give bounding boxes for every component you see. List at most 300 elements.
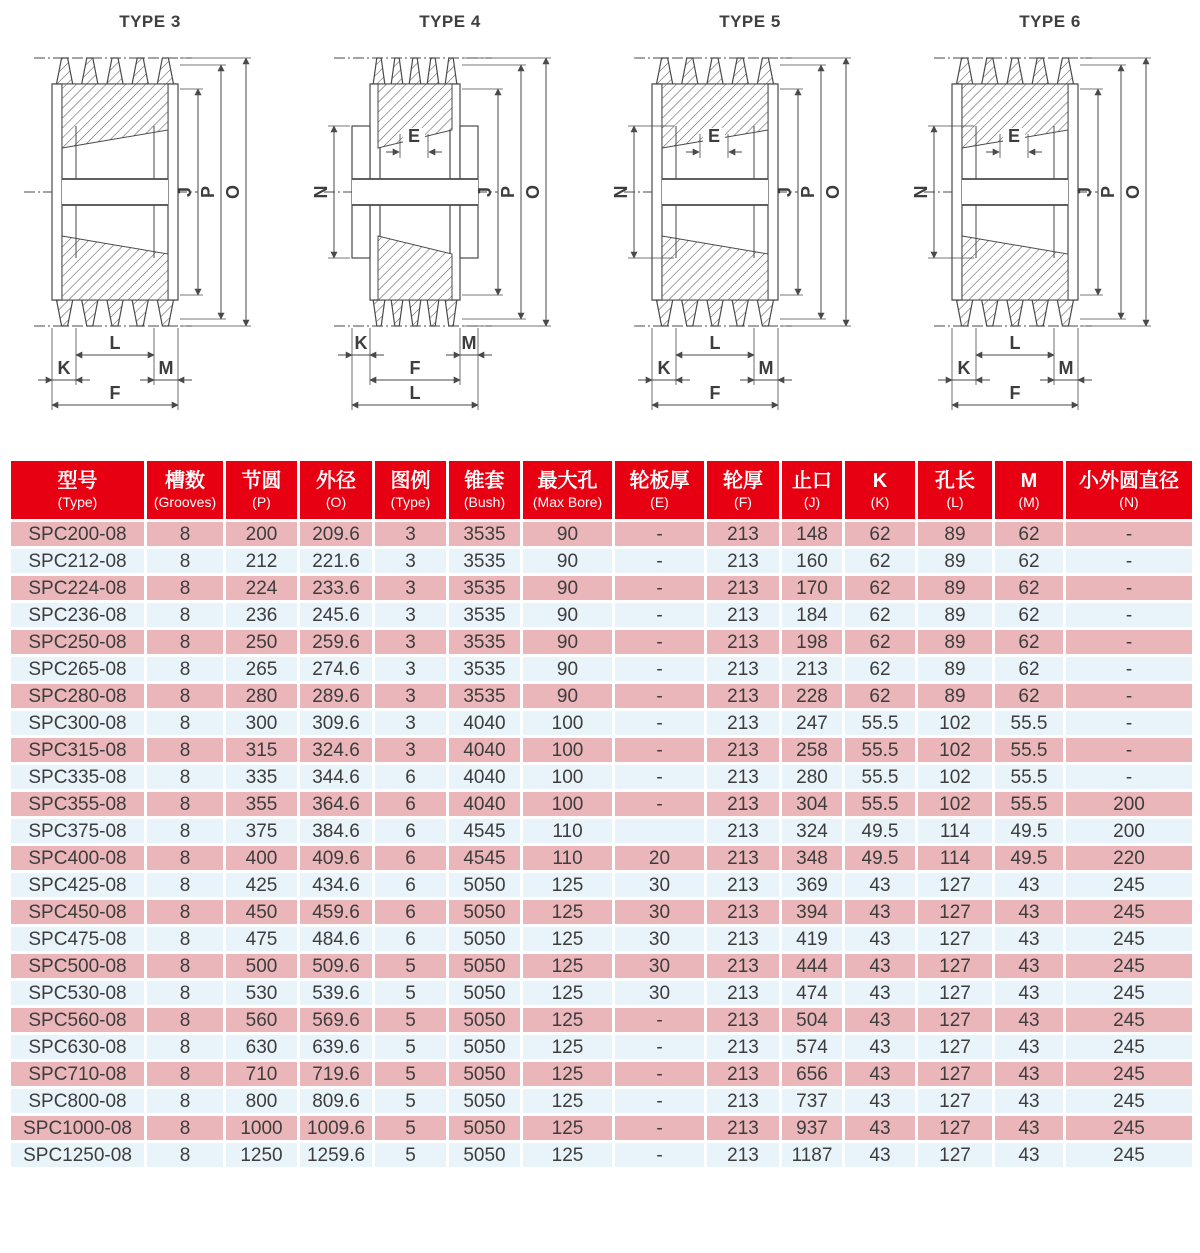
cell-max-bore: 90 (522, 656, 614, 683)
cell-m: 62 (994, 683, 1065, 710)
dim-label-f: F (1009, 383, 1021, 403)
cell-n: - (1065, 602, 1194, 629)
cell-bush: 3535 (448, 575, 522, 602)
cell-o: 539.6 (299, 980, 374, 1007)
cell-e: - (614, 1088, 706, 1115)
cell-p: 500 (225, 953, 299, 980)
cell-k: 49.5 (844, 845, 917, 872)
cell-n: 245 (1065, 980, 1194, 1007)
cell-max-bore: 90 (522, 629, 614, 656)
col-header-en: (Type) (390, 493, 431, 510)
cell-type: SPC400-08 (10, 845, 146, 872)
cell-l: 127 (917, 1007, 994, 1034)
cell-fig: 3 (374, 521, 448, 548)
cell-bush: 4545 (448, 818, 522, 845)
cell-p: 212 (225, 548, 299, 575)
cell-max-bore: 125 (522, 1034, 614, 1061)
cell-k: 43 (844, 1142, 917, 1169)
cell-grooves: 8 (146, 683, 225, 710)
table-row (10, 791, 1194, 818)
cell-m: 43 (994, 1115, 1065, 1142)
cell-type: SPC560-08 (10, 1007, 146, 1034)
cell-bush: 5050 (448, 872, 522, 899)
table-row (10, 899, 1194, 926)
pulley-body (324, 58, 498, 326)
col-header-zh: 外径 (316, 469, 356, 492)
cell-bush: 4040 (448, 764, 522, 791)
cell-e: - (614, 683, 706, 710)
col-header-type (10, 460, 146, 521)
cell-o: 324.6 (299, 737, 374, 764)
col-header-en: (Max Bore) (532, 493, 603, 510)
dim-label-m: M (158, 358, 174, 378)
cell-p: 1000 (225, 1115, 299, 1142)
dim-label-k: K (957, 358, 971, 378)
cell-e (614, 818, 706, 845)
cell-k: 43 (844, 953, 917, 980)
cell-m: 43 (994, 1007, 1065, 1034)
cell-type: SPC315-08 (10, 737, 146, 764)
cell-k: 62 (844, 521, 917, 548)
cell-n: 200 (1065, 791, 1194, 818)
cell-f: 213 (706, 818, 781, 845)
cell-fig: 3 (374, 737, 448, 764)
col-header-en: (O) (325, 493, 347, 510)
table-row (10, 548, 1194, 575)
cell-j: 474 (781, 980, 844, 1007)
cell-grooves: 8 (146, 548, 225, 575)
cell-l: 127 (917, 926, 994, 953)
table-row (10, 953, 1194, 980)
cell-j: 504 (781, 1007, 844, 1034)
cell-k: 43 (844, 926, 917, 953)
cell-o: 639.6 (299, 1034, 374, 1061)
col-header-zh: 图例 (390, 469, 431, 492)
cell-l: 127 (917, 1088, 994, 1115)
cell-grooves: 8 (146, 602, 225, 629)
table-row (10, 575, 1194, 602)
cell-m: 55.5 (994, 764, 1065, 791)
cell-l: 127 (917, 1061, 994, 1088)
cell-fig: 3 (374, 548, 448, 575)
col-header-zh: 型号 (57, 469, 98, 492)
cell-type: SPC300-08 (10, 710, 146, 737)
cell-f: 213 (706, 602, 781, 629)
table-row (10, 1088, 1194, 1115)
cell-bush: 4040 (448, 710, 522, 737)
cell-bush: 5050 (448, 1115, 522, 1142)
dim-label-j: J (475, 186, 495, 198)
cell-bush: 5050 (448, 980, 522, 1007)
dim-label-n: N (911, 185, 931, 199)
cell-type: SPC425-08 (10, 872, 146, 899)
col-header-en: (M) (1018, 493, 1040, 510)
cell-e: 30 (614, 872, 706, 899)
cell-o: 344.6 (299, 764, 374, 791)
cell-grooves: 8 (146, 1007, 225, 1034)
pulley-drawing (600, 32, 900, 450)
cell-l: 89 (917, 548, 994, 575)
cell-bush: 5050 (448, 899, 522, 926)
cell-p: 265 (225, 656, 299, 683)
cell-o: 274.6 (299, 656, 374, 683)
col-header-zh: K (872, 469, 888, 492)
teeth-bottom (370, 300, 460, 326)
col-header-zh: 最大孔 (537, 469, 598, 492)
cell-l: 127 (917, 1034, 994, 1061)
spec-table-body (10, 521, 1194, 1169)
cell-type: SPC224-08 (10, 575, 146, 602)
cell-grooves: 8 (146, 1142, 225, 1169)
cell-k: 55.5 (844, 791, 917, 818)
col-header-en: (P) (252, 493, 271, 510)
cell-fig: 3 (374, 602, 448, 629)
pulley-drawing (900, 32, 1200, 450)
cell-n: - (1065, 548, 1194, 575)
cell-l: 127 (917, 872, 994, 899)
cell-grooves: 8 (146, 710, 225, 737)
col-header-f (706, 460, 781, 521)
cell-bush: 3535 (448, 602, 522, 629)
cell-max-bore: 90 (522, 548, 614, 575)
spec-table (8, 458, 1195, 1170)
cell-max-bore: 90 (522, 683, 614, 710)
dim-label-o: O (523, 184, 543, 200)
col-header-en: (Grooves) (153, 493, 217, 510)
table-row (10, 926, 1194, 953)
cell-n: 245 (1065, 1088, 1194, 1115)
cell-f: 213 (706, 1115, 781, 1142)
cell-type: SPC250-08 (10, 629, 146, 656)
cell-l: 114 (917, 818, 994, 845)
cell-max-bore: 125 (522, 872, 614, 899)
cell-l: 89 (917, 521, 994, 548)
cell-k: 62 (844, 575, 917, 602)
cell-k: 62 (844, 629, 917, 656)
cell-l: 127 (917, 953, 994, 980)
dim-label-f: F (709, 383, 721, 403)
cell-j: 280 (781, 764, 844, 791)
col-header-n (1065, 460, 1194, 521)
dim-label-l: L (109, 333, 121, 353)
cell-n: 245 (1065, 1115, 1194, 1142)
cell-m: 62 (994, 629, 1065, 656)
cell-max-bore: 100 (522, 737, 614, 764)
cell-e: - (614, 764, 706, 791)
col-header-o (299, 460, 374, 521)
cell-fig: 5 (374, 1142, 448, 1169)
dim-label-n: N (311, 185, 331, 199)
cell-max-bore: 100 (522, 791, 614, 818)
col-header-zh: 轮厚 (723, 469, 763, 492)
cell-e: - (614, 791, 706, 818)
cell-e: - (614, 548, 706, 575)
cell-n: 245 (1065, 872, 1194, 899)
cell-o: 1259.6 (299, 1142, 374, 1169)
cell-k: 62 (844, 548, 917, 575)
cell-bush: 5050 (448, 1088, 522, 1115)
cell-o: 509.6 (299, 953, 374, 980)
cell-fig: 6 (374, 791, 448, 818)
cell-f: 213 (706, 548, 781, 575)
teeth-bottom (652, 300, 778, 326)
cell-type: SPC355-08 (10, 791, 146, 818)
cell-j: 148 (781, 521, 844, 548)
cell-n: - (1065, 683, 1194, 710)
cell-l: 114 (917, 845, 994, 872)
pulley-diagram-type-6 (900, 0, 1200, 458)
cell-f: 213 (706, 899, 781, 926)
cell-max-bore: 90 (522, 575, 614, 602)
dim-label-j: J (775, 186, 795, 198)
cell-bush: 3535 (448, 548, 522, 575)
cell-fig: 6 (374, 926, 448, 953)
cell-grooves: 8 (146, 1115, 225, 1142)
cell-type: SPC500-08 (10, 953, 146, 980)
col-header-en: (Type) (57, 493, 98, 510)
dim-label-n: N (611, 185, 631, 199)
cell-fig: 3 (374, 629, 448, 656)
cell-p: 710 (225, 1061, 299, 1088)
teeth-bottom (952, 300, 1078, 326)
cell-o: 221.6 (299, 548, 374, 575)
cell-k: 43 (844, 1115, 917, 1142)
cell-k: 43 (844, 980, 917, 1007)
cell-type: SPC212-08 (10, 548, 146, 575)
cell-p: 800 (225, 1088, 299, 1115)
cell-o: 434.6 (299, 872, 374, 899)
cell-e: - (614, 1061, 706, 1088)
cell-type: SPC530-08 (10, 980, 146, 1007)
cell-bush: 3535 (448, 656, 522, 683)
cell-e: - (614, 629, 706, 656)
cell-fig: 6 (374, 845, 448, 872)
cell-j: 419 (781, 926, 844, 953)
col-header-zh: 止口 (792, 469, 832, 492)
cell-grooves: 8 (146, 1088, 225, 1115)
dim-label-p: P (798, 185, 818, 199)
cell-bush: 5050 (448, 1061, 522, 1088)
cell-grooves: 8 (146, 629, 225, 656)
cell-n: - (1065, 629, 1194, 656)
cell-j: 937 (781, 1115, 844, 1142)
cell-e: - (614, 710, 706, 737)
col-header-bush (448, 460, 522, 521)
col-header-zh: 小外圆直径 (1079, 469, 1179, 492)
cell-type: SPC630-08 (10, 1034, 146, 1061)
cell-j: 369 (781, 872, 844, 899)
cell-bush: 5050 (448, 926, 522, 953)
cell-m: 43 (994, 1034, 1065, 1061)
cell-e: 30 (614, 899, 706, 926)
cell-max-bore: 110 (522, 818, 614, 845)
table-row (10, 818, 1194, 845)
col-header-zh: M (1020, 469, 1038, 492)
cell-bush: 4040 (448, 737, 522, 764)
cell-l: 102 (917, 710, 994, 737)
cell-type: SPC280-08 (10, 683, 146, 710)
cell-m: 55.5 (994, 791, 1065, 818)
cell-grooves: 8 (146, 1061, 225, 1088)
cell-m: 62 (994, 548, 1065, 575)
cell-max-bore: 125 (522, 1115, 614, 1142)
cell-j: 304 (781, 791, 844, 818)
cell-fig: 3 (374, 656, 448, 683)
cell-n: 245 (1065, 953, 1194, 980)
cell-fig: 6 (374, 899, 448, 926)
cell-bush: 4545 (448, 845, 522, 872)
col-header-l (917, 460, 994, 521)
col-header-zh: 槽数 (165, 469, 205, 492)
cell-grooves: 8 (146, 980, 225, 1007)
cell-k: 43 (844, 1088, 917, 1115)
cell-e: - (614, 1115, 706, 1142)
cell-m: 43 (994, 1142, 1065, 1169)
dim-label-e: E (707, 126, 721, 146)
cell-max-bore: 125 (522, 953, 614, 980)
cell-m: 43 (994, 980, 1065, 1007)
cell-m: 62 (994, 521, 1065, 548)
table-row (10, 1034, 1194, 1061)
table-row (10, 656, 1194, 683)
cell-n: 245 (1065, 1061, 1194, 1088)
cell-k: 43 (844, 1034, 917, 1061)
cell-n: 220 (1065, 845, 1194, 872)
cell-n: 245 (1065, 1034, 1194, 1061)
col-header-en: (J) (803, 493, 821, 510)
cell-bush: 5050 (448, 1007, 522, 1034)
pulley-diagram-type-5 (600, 0, 900, 458)
cell-fig: 3 (374, 710, 448, 737)
table-row (10, 845, 1194, 872)
cell-max-bore: 125 (522, 1061, 614, 1088)
cell-f: 213 (706, 683, 781, 710)
dim-label-e: E (1007, 126, 1021, 146)
cell-l: 89 (917, 683, 994, 710)
cell-max-bore: 125 (522, 1142, 614, 1169)
cell-f: 213 (706, 575, 781, 602)
cell-f: 213 (706, 791, 781, 818)
cell-k: 55.5 (844, 764, 917, 791)
cell-max-bore: 90 (522, 521, 614, 548)
cell-n: - (1065, 521, 1194, 548)
col-header-en: (E) (650, 493, 669, 510)
col-header-zh: 节圆 (241, 469, 282, 492)
cell-e: 30 (614, 926, 706, 953)
pulley-diagram-type-3 (0, 0, 300, 458)
cell-fig: 3 (374, 683, 448, 710)
dim-label-p: P (1098, 185, 1118, 199)
dim-label-j: J (175, 186, 195, 198)
cell-o: 569.6 (299, 1007, 374, 1034)
cell-f: 213 (706, 764, 781, 791)
cell-fig: 5 (374, 1007, 448, 1034)
cell-grooves: 8 (146, 764, 225, 791)
cell-f: 213 (706, 845, 781, 872)
pulley-body (924, 58, 1098, 326)
cell-j: 247 (781, 710, 844, 737)
cell-e: - (614, 575, 706, 602)
cell-l: 89 (917, 629, 994, 656)
cell-p: 400 (225, 845, 299, 872)
pulley-body (624, 58, 798, 326)
cell-bush: 5050 (448, 1034, 522, 1061)
cell-k: 43 (844, 1007, 917, 1034)
cell-fig: 5 (374, 980, 448, 1007)
cell-grooves: 8 (146, 818, 225, 845)
cell-m: 62 (994, 575, 1065, 602)
col-header-p (225, 460, 299, 521)
cell-j: 198 (781, 629, 844, 656)
cell-max-bore: 90 (522, 602, 614, 629)
cell-k: 49.5 (844, 818, 917, 845)
cell-p: 335 (225, 764, 299, 791)
cell-grooves: 8 (146, 899, 225, 926)
col-header-en: (Bush) (463, 493, 506, 510)
cell-n: - (1065, 710, 1194, 737)
cell-l: 89 (917, 575, 994, 602)
cell-n: 200 (1065, 818, 1194, 845)
cell-k: 62 (844, 683, 917, 710)
teeth-top (952, 58, 1078, 84)
cell-k: 55.5 (844, 737, 917, 764)
cell-f: 213 (706, 872, 781, 899)
table-row (10, 521, 1194, 548)
cell-type: SPC335-08 (10, 764, 146, 791)
dim-label-l: L (709, 333, 721, 353)
dim-label-k: K (657, 358, 671, 378)
cell-o: 484.6 (299, 926, 374, 953)
cell-o: 809.6 (299, 1088, 374, 1115)
cell-grooves: 8 (146, 656, 225, 683)
cell-max-bore: 125 (522, 980, 614, 1007)
teeth-top (652, 58, 778, 84)
table-row (10, 1061, 1194, 1088)
cell-k: 43 (844, 899, 917, 926)
table-row (10, 710, 1194, 737)
cell-o: 233.6 (299, 575, 374, 602)
cell-e: - (614, 656, 706, 683)
col-header-en: (F) (734, 493, 752, 510)
cell-p: 315 (225, 737, 299, 764)
cell-p: 200 (225, 521, 299, 548)
cell-type: SPC475-08 (10, 926, 146, 953)
cell-e: - (614, 1007, 706, 1034)
table-row (10, 602, 1194, 629)
cell-grooves: 8 (146, 575, 225, 602)
cell-n: - (1065, 764, 1194, 791)
cell-m: 43 (994, 872, 1065, 899)
cell-fig: 5 (374, 1034, 448, 1061)
col-header-m (994, 460, 1065, 521)
cell-type: SPC236-08 (10, 602, 146, 629)
cell-m: 49.5 (994, 845, 1065, 872)
table-row (10, 872, 1194, 899)
cell-j: 228 (781, 683, 844, 710)
cell-p: 630 (225, 1034, 299, 1061)
dim-label-l: L (1009, 333, 1021, 353)
dim-label-m: M (1058, 358, 1074, 378)
col-header-max-bore (522, 460, 614, 521)
cell-j: 170 (781, 575, 844, 602)
cell-f: 213 (706, 1088, 781, 1115)
cell-k: 55.5 (844, 710, 917, 737)
spec-table-header (10, 460, 1194, 521)
cell-e: 30 (614, 980, 706, 1007)
cell-grooves: 8 (146, 926, 225, 953)
cell-grooves: 8 (146, 737, 225, 764)
cell-fig: 6 (374, 872, 448, 899)
